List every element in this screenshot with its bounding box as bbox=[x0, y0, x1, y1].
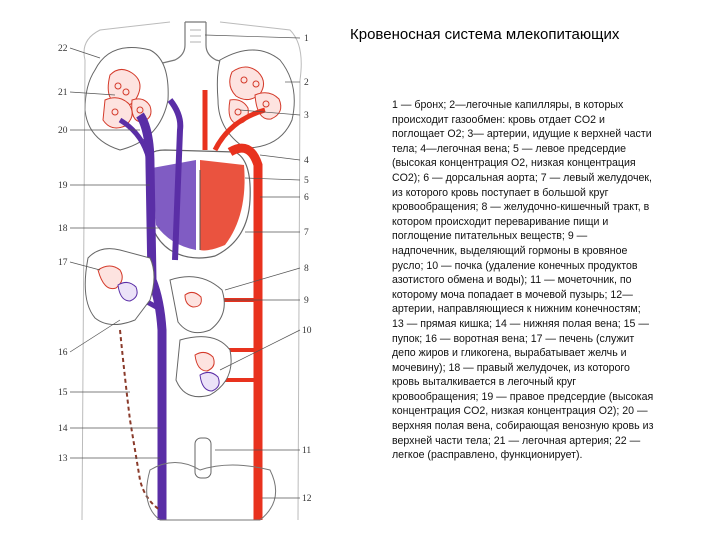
right-labels bbox=[302, 34, 312, 504]
label-21: 21 bbox=[58, 88, 68, 98]
label-15: 15 bbox=[58, 388, 68, 398]
label-1: 1 bbox=[304, 34, 309, 44]
label-2: 2 bbox=[304, 78, 309, 88]
label-4: 4 bbox=[304, 156, 309, 166]
legend-caption: 1 — бронх; 2—легочные капилляры, в которых происходит газообмен: кровь отдает CO2 и поглощает O2; 3— артерии, идущие к верхней части тела; 4—легочная вена; 5 — левое предсердие (высокая концентрация O2, низкая концентрация CO2); 6 — дорсальная аорта; 7 — левый желудочек, из которого кровь поступает в большой круг кровообращения; 8 — желудочно-кишечный тракт, в котором происходит переваривание пищи и поглощение питательных веществ; 9 — надпочечник, выделяющий гормоны в кровяное русло; 10 — почка (удаление конечных продуктов азотистого обмена и воды); 11 — мочеточник, по которому моча попадает в мочевой пузырь; 12—артерии, направляющиеся к нижним конечностям; 13 — прямая кишка; 14 — нижняя полая вена; 15 — пупок; 16 — воротная вена; 17 — печень (служит депо жиров и гликогена, вырабатывает желчь и мочевину); 18 — правый желудочек, из которого кровь выталкивается в легочный круг кровообращения; 19 — правое предсердие (высокая концентрация CO2, низкая концентрация O2); 20 — верхняя полая вена, собирающая венозную кровь из верхней части тела; 21 — легочная артерия; 22 — легкое (расправлено, функционирует). bbox=[392, 99, 654, 462]
label-18: 18 bbox=[58, 224, 68, 234]
label-16: 16 bbox=[58, 348, 68, 358]
liver bbox=[85, 249, 154, 325]
lung-left bbox=[85, 48, 168, 151]
label-20: 20 bbox=[58, 126, 68, 136]
label-11: 11 bbox=[302, 446, 312, 456]
label-5: 5 bbox=[304, 176, 309, 186]
diagram-title: Кровеносная система млекопитающих bbox=[350, 26, 620, 43]
circulatory-system-diagram bbox=[0, 0, 340, 540]
label-7: 7 bbox=[304, 228, 309, 238]
label-13: 13 bbox=[58, 454, 68, 464]
label-22: 22 bbox=[58, 44, 68, 54]
label-6: 6 bbox=[304, 193, 309, 203]
label-9: 9 bbox=[304, 296, 309, 306]
label-10: 10 bbox=[302, 326, 312, 336]
heart bbox=[148, 150, 251, 258]
label-3: 3 bbox=[304, 111, 309, 121]
left-labels bbox=[58, 44, 68, 464]
portal-vein bbox=[120, 330, 160, 510]
label-8: 8 bbox=[304, 264, 309, 274]
label-19: 19 bbox=[58, 181, 68, 191]
digestive-tract bbox=[170, 277, 231, 397]
label-14: 14 bbox=[58, 424, 68, 434]
label-17: 17 bbox=[58, 258, 68, 268]
label-12: 12 bbox=[302, 494, 312, 504]
